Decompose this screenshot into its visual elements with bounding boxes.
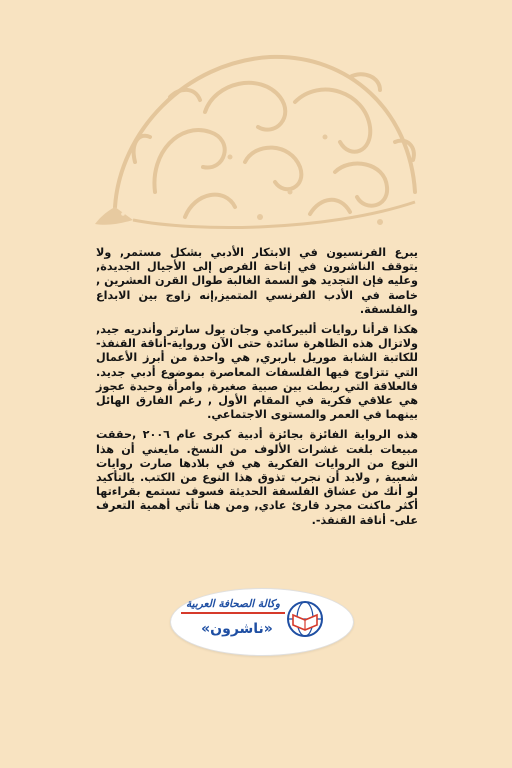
blurb-text xyxy=(96,246,418,534)
book-globe-emblem-icon xyxy=(285,599,325,639)
blurb-paragraph-2: هكذا قرأنا روايات ألبيركامي وجان بول سارتر وأندريه جيد, ولاتزال هذه الظاهرة سائدة حتى الآن ورواية-أناقة القنفذ- للكاتبة الشابة موريل باربري, هي واحدة من أبرز الأعمال التي تتزاوج فيها الفلسفات المعاصرة بموضوع أدبي جديد. فالعلاقة التي ربطت بين صبية صغيرة, وامرأة وحيدة عجوز هي علاقي فكرية في المقام الأول , رغم الفارق الهائل بينهما في العمر والمستوى الاجتماعي. xyxy=(96,323,418,422)
agency-name: وكالة الصحافة العربية xyxy=(181,598,285,614)
hedgehog-ornament-icon xyxy=(95,42,425,237)
publisher-logo xyxy=(170,588,354,656)
blurb-paragraph-3: هذه الرواية الفائزة بجائزة أدبية كبرى عام ٢٠٠٦ ,حققت مبيعات بلغت غشرات الألوف من النسخ. مايعني أن هذا النوع من الروايات الفكرية هي في بلادها صارت روايات شعبية , ولابد أن نجرب تذوق هذا النوع من الكتب. بالتأكيد لو أنك من عشاق الفلسفة الحديثة فسوف تستمع بقراءتها أكثر ماكنت مجرد قارئ عادي, ومن هنا تأتي أهمية التعرف على- أناقة القنفذ-. xyxy=(96,428,418,527)
publisher-name: «ناشرون» xyxy=(201,621,273,637)
blurb-paragraph-1: يبرع الفرنسيون في الابتكار الأدبي بشكل مستمر, ولا يتوقف الناشرون في إتاحة الفرص إلى الأجيال الجديدة, وعليه فإن التجديد هو السمة الغالبة طوال القرن العشرين , خاصة في الأدب الفرنسي المتميز,إنه زاوج بين الابداع والفلسفة. xyxy=(96,246,418,316)
